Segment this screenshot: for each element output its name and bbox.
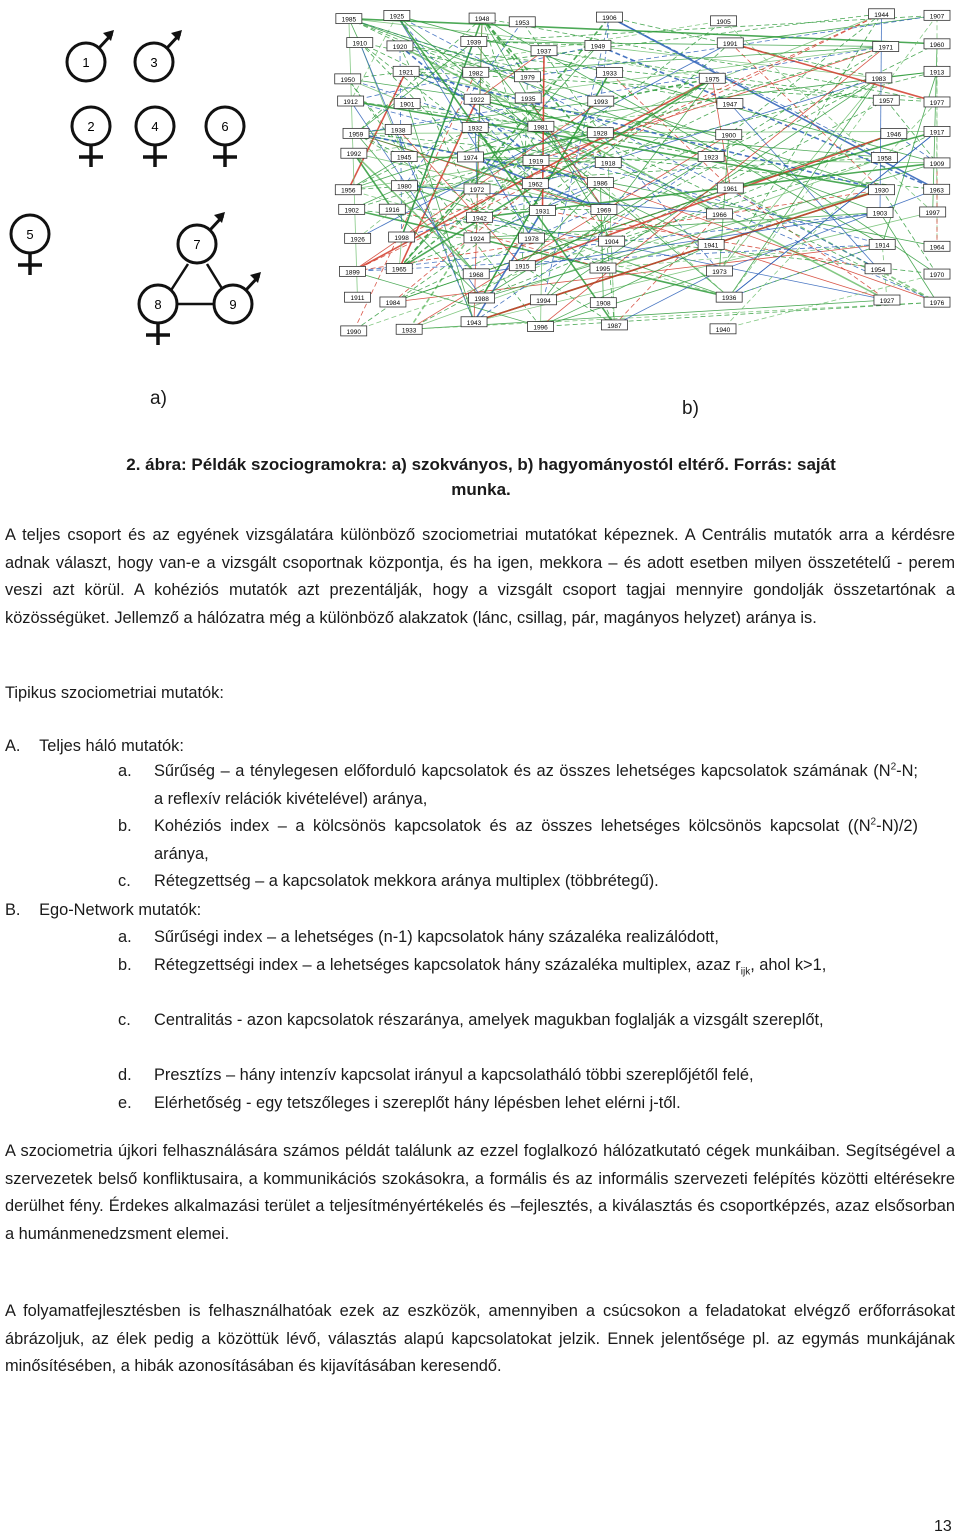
network-node xyxy=(881,129,907,139)
network-node xyxy=(339,266,365,276)
network-node-label: 1946 xyxy=(886,131,902,139)
network-node-label: 1933 xyxy=(401,327,417,335)
network-node xyxy=(711,16,737,26)
network-node xyxy=(866,73,892,83)
network-node-label: 1933 xyxy=(602,70,617,78)
node-8 xyxy=(139,285,177,345)
network-node-label: 1937 xyxy=(536,48,552,56)
network-node-label: 1987 xyxy=(607,322,622,330)
network-node xyxy=(380,297,406,307)
network-node-label: 1922 xyxy=(469,97,485,105)
node-6 xyxy=(206,107,244,167)
paragraph-4: A folyamatfejlesztésben is felhasználhatóak ezek az eszközök, amennyiben a csúcsokon a feladatokat elvégző erőforrásokat ábrázoljuk, az élek pedig a közöttük lévő, választás alapú kapcsolatokat jelzik. Ennek jelentősége pl. az egymás munkájának minősítésében, a hibák azonosításában és kijavításában keresendő. xyxy=(5,1302,955,1375)
figure-caption xyxy=(36,452,926,502)
network-node xyxy=(463,269,489,279)
network-node-label: 1980 xyxy=(397,183,412,191)
network-node xyxy=(469,293,495,303)
network-edge xyxy=(729,244,882,297)
network-node xyxy=(385,124,411,134)
figure-a-label: a) xyxy=(150,388,167,409)
network-node xyxy=(518,233,544,243)
network-node xyxy=(461,317,487,327)
network-node xyxy=(464,94,490,104)
network-node-label: 1949 xyxy=(590,43,606,51)
network-node-label: 1986 xyxy=(593,180,608,188)
network-node-label: 1935 xyxy=(520,95,536,103)
network-node xyxy=(338,96,364,106)
network-node-label: 1982 xyxy=(468,70,483,78)
network-node xyxy=(924,66,950,76)
network-node-label: 1972 xyxy=(469,186,485,194)
network-node xyxy=(874,295,900,305)
network-node xyxy=(509,17,535,27)
network-node xyxy=(347,38,373,48)
network-node-label: 1953 xyxy=(515,19,530,27)
network-node xyxy=(393,66,419,76)
network-node-label: 1915 xyxy=(515,263,530,271)
network-node-label: 1940 xyxy=(715,326,731,334)
network-node xyxy=(706,266,732,276)
network-node xyxy=(717,183,743,193)
network-node xyxy=(335,185,361,195)
network-node-label: 1990 xyxy=(346,328,361,336)
network-node-label: 1905 xyxy=(716,18,731,26)
network-node xyxy=(522,179,548,189)
network-edge xyxy=(879,213,937,306)
network-node xyxy=(716,130,742,140)
network-node xyxy=(469,13,495,23)
network-node xyxy=(467,212,493,222)
network-node-label: 1921 xyxy=(398,69,414,77)
network-node xyxy=(514,72,540,82)
node-7 xyxy=(178,212,225,263)
network-node xyxy=(869,9,895,19)
network-node-label: 1928 xyxy=(593,130,608,138)
network-node-label: 1917 xyxy=(929,129,945,137)
caption-line-1: 2. ábra: Példák szociogramokra: a) szokványos, b) hagyományostól eltérő. Forrás: saját xyxy=(126,455,836,474)
network-node xyxy=(924,269,950,279)
network-node-label: 1991 xyxy=(723,40,738,48)
network-node-label: 1903 xyxy=(872,210,888,218)
network-node xyxy=(698,152,724,162)
network-node-label: 1936 xyxy=(721,295,737,303)
network-node-label: 1966 xyxy=(712,211,727,219)
network-node xyxy=(867,208,893,218)
network-node xyxy=(391,181,417,191)
network-node-label: 1988 xyxy=(474,295,489,303)
network-node xyxy=(336,14,362,24)
svg-text:5: 5 xyxy=(26,227,34,242)
network-node-label: 1959 xyxy=(348,131,364,139)
network-node-label: 1918 xyxy=(601,160,616,168)
network-node-label: 1957 xyxy=(879,98,894,106)
network-node xyxy=(463,67,489,77)
network-node xyxy=(394,99,420,109)
network-node xyxy=(528,322,554,332)
network-node-label: 1969 xyxy=(596,207,612,215)
network-node xyxy=(587,128,613,138)
network-node xyxy=(343,128,369,138)
network-node xyxy=(457,152,483,162)
network-node-label: 1994 xyxy=(536,297,551,305)
network-node-label: 1997 xyxy=(925,209,940,217)
network-node xyxy=(341,148,367,158)
network-node xyxy=(706,209,732,219)
network-node xyxy=(461,37,487,47)
network-node-label: 1945 xyxy=(396,154,412,162)
paragraph-2: Tipikus szociometriai mutatók: xyxy=(5,684,224,702)
network-node-label: 1900 xyxy=(721,132,736,140)
network-node xyxy=(379,204,405,214)
network-node xyxy=(717,98,743,108)
sociogram-a xyxy=(0,0,300,360)
network-node-label: 1906 xyxy=(602,15,617,23)
network-node xyxy=(599,236,625,246)
network-node-label: 1944 xyxy=(874,11,889,19)
network-node xyxy=(386,264,412,274)
network-node-label: 1916 xyxy=(385,207,400,215)
network-node xyxy=(341,326,367,336)
network-node-label: 1965 xyxy=(392,266,407,274)
network-node-label: 1963 xyxy=(929,187,944,195)
network-node xyxy=(920,207,946,217)
network-node xyxy=(509,261,535,271)
network-node-label: 1938 xyxy=(390,127,406,135)
network-node xyxy=(873,95,899,105)
network-node-label: 1909 xyxy=(929,160,945,168)
network-node xyxy=(597,68,623,78)
network-node xyxy=(384,10,410,20)
network-node-label: 1954 xyxy=(870,266,886,274)
network-node xyxy=(529,205,555,215)
network-node-label: 1939 xyxy=(466,39,482,47)
network-node xyxy=(344,292,370,302)
network-edge xyxy=(349,19,937,44)
network-node-label: 1913 xyxy=(929,69,945,77)
node-4 xyxy=(136,107,174,167)
network-node-label: 1962 xyxy=(528,181,543,189)
network-node-label: 1970 xyxy=(929,272,945,280)
list-a-heading: A. Teljes háló mutatók: xyxy=(5,737,184,755)
paragraph-1: A teljes csoport és az egyének vizsgálatára különböző szociometriai mutatókat képeznek. A Centrális mutatók arra a kérdésre adnak választ, hogy van-e a vizsgált csoportnak központja, és ha igen, mekkora – és adott esetben milyen összetételű - perem veszi azt körül. A kohéziós mutatók azt prezentálják, hogy a vizsgált csoport tagjai mennyire gondolják összetartónak a közösségüket. Jellemző a hálózatra még a különböző alakzatok (lánc, csillag, pár, magányos helyzet) aránya is. xyxy=(5,526,955,627)
network-node xyxy=(924,241,950,251)
network-edge xyxy=(719,14,881,271)
network-node-label: 1958 xyxy=(877,155,892,163)
network-node-label: 1941 xyxy=(703,242,719,250)
network-node-label: 1926 xyxy=(350,236,365,244)
network-node-label: 1985 xyxy=(341,16,357,24)
network-node-label: 1912 xyxy=(343,99,358,107)
network-node xyxy=(590,263,616,273)
svg-text:4: 4 xyxy=(151,119,159,134)
network-node-label: 1950 xyxy=(340,76,355,84)
paragraph-3: A szociometria újkori felhasználására számos példát találunk az ezzel foglalkozó hálózatkutató cégek munkáiban. Segítségével a szervezetek belső konfliktusaira, a kommunikációs szokásokra, a formális és az informális szervezeti felépítés közötti eltérésekre derülhet fény. Érdekes alkalmazási terület a teljesítményértékelés és –fejlesztés, a kiválasztás és csoportképzés, azaz elsősorban a humánmenedzsment elemei. xyxy=(5,1142,955,1243)
network-edge xyxy=(407,104,474,322)
svg-text:6: 6 xyxy=(221,119,229,134)
network-node-label: 1968 xyxy=(469,271,484,279)
figure-b-label: b) xyxy=(682,398,699,419)
network-node xyxy=(464,233,490,243)
network-node xyxy=(698,240,724,250)
network-node-label: 1983 xyxy=(871,75,887,83)
svg-text:7: 7 xyxy=(193,237,201,252)
network-node xyxy=(528,121,554,131)
network-node-label: 1974 xyxy=(463,154,478,162)
network-edge xyxy=(352,209,729,297)
network-node xyxy=(585,40,611,50)
network-node-label: 1995 xyxy=(595,266,611,274)
network-node-label: 1923 xyxy=(703,154,719,162)
network-node-label: 1927 xyxy=(879,298,895,306)
network-node-label: 1977 xyxy=(929,99,945,107)
node-1 xyxy=(67,30,114,81)
network-node-label: 1919 xyxy=(528,158,544,166)
network-edge xyxy=(730,188,887,300)
network-node-label: 1998 xyxy=(394,235,409,243)
node-3 xyxy=(135,30,182,81)
network-node-label: 1910 xyxy=(352,40,367,48)
network-node xyxy=(596,12,622,22)
network-node-label: 1976 xyxy=(929,300,945,308)
network-node-label: 1981 xyxy=(533,124,549,132)
network-node xyxy=(871,152,897,162)
page-number: 13 xyxy=(934,1518,952,1535)
network-node-label: 1908 xyxy=(596,300,611,308)
network-node-label: 1984 xyxy=(385,299,401,307)
network-node xyxy=(531,295,557,305)
network-node xyxy=(588,96,614,106)
network-node xyxy=(869,185,895,195)
network-node xyxy=(595,158,621,168)
svg-text:9: 9 xyxy=(229,297,237,312)
network-node-label: 1914 xyxy=(874,242,890,250)
node-9 xyxy=(214,272,261,323)
network-node-label: 1973 xyxy=(712,269,727,277)
sociogram-b xyxy=(326,0,960,362)
network-node xyxy=(924,126,950,136)
network-node xyxy=(924,39,950,49)
network-node-label: 1920 xyxy=(392,43,408,51)
network-node xyxy=(591,205,617,215)
network-node xyxy=(396,324,422,334)
svg-text:3: 3 xyxy=(150,55,158,70)
network-node xyxy=(924,10,950,20)
network-node-label: 1964 xyxy=(929,244,945,252)
network-node-label: 1996 xyxy=(533,324,548,332)
network-node-label: 1942 xyxy=(472,215,487,223)
network-node xyxy=(924,97,950,107)
network-node-label: 1899 xyxy=(345,269,360,277)
network-node xyxy=(335,74,361,84)
network-node-label: 1943 xyxy=(466,319,482,327)
network-node-label: 1979 xyxy=(520,74,535,82)
network-node xyxy=(339,204,365,214)
network-node xyxy=(710,324,736,334)
node-5 xyxy=(11,215,49,275)
network-edge xyxy=(351,15,397,101)
network-node-label: 1992 xyxy=(346,151,362,159)
network-node-label: 1925 xyxy=(389,13,405,21)
network-node xyxy=(345,233,371,243)
network-node xyxy=(717,38,743,48)
network-node xyxy=(590,298,616,308)
caption-line-2: munka. xyxy=(451,480,511,499)
network-node xyxy=(601,320,627,330)
network-node-label: 1907 xyxy=(929,13,945,21)
node-2 xyxy=(72,107,110,167)
network-node xyxy=(462,122,488,132)
network-node-label: 1924 xyxy=(469,235,485,243)
network-node-label: 1948 xyxy=(474,16,490,24)
network-node-label: 1993 xyxy=(593,99,608,107)
network-node xyxy=(873,42,899,52)
list-b-heading: B. Ego-Network mutatók: xyxy=(5,901,202,919)
network-node xyxy=(924,158,950,168)
network-node xyxy=(391,152,417,162)
network-edge xyxy=(882,190,937,274)
network-node-label: 1931 xyxy=(535,208,550,216)
network-node-label: 1930 xyxy=(874,187,889,195)
network-node-label: 1978 xyxy=(524,236,539,244)
network-node xyxy=(587,178,613,188)
network-node xyxy=(387,41,413,51)
network-node-label: 1975 xyxy=(705,76,720,84)
network-node-label: 1932 xyxy=(467,125,483,133)
network-edge xyxy=(409,302,937,329)
svg-text:2: 2 xyxy=(87,119,95,134)
network-node-label: 1956 xyxy=(341,187,356,195)
network-node xyxy=(389,232,415,242)
network-node xyxy=(464,184,490,194)
network-node-label: 1901 xyxy=(399,101,415,109)
network-node-label: 1971 xyxy=(878,44,893,52)
network-node-label: 1961 xyxy=(723,185,738,193)
network-node xyxy=(699,73,725,83)
network-node xyxy=(523,155,549,165)
network-node-label: 1902 xyxy=(344,207,359,215)
network-node xyxy=(869,239,895,249)
network-node-label: 1911 xyxy=(350,295,365,303)
node-label: 1 xyxy=(82,55,90,70)
network-node xyxy=(924,184,950,194)
network-node xyxy=(865,264,891,274)
network-node xyxy=(531,46,557,56)
network-node xyxy=(515,93,541,103)
network-node xyxy=(716,292,742,302)
network-node xyxy=(924,297,950,307)
network-edge xyxy=(541,210,543,326)
network-node-label: 1947 xyxy=(722,101,738,109)
network-node-label: 1904 xyxy=(604,239,619,247)
svg-text:8: 8 xyxy=(154,297,162,312)
network-node-label: 1960 xyxy=(929,41,945,49)
